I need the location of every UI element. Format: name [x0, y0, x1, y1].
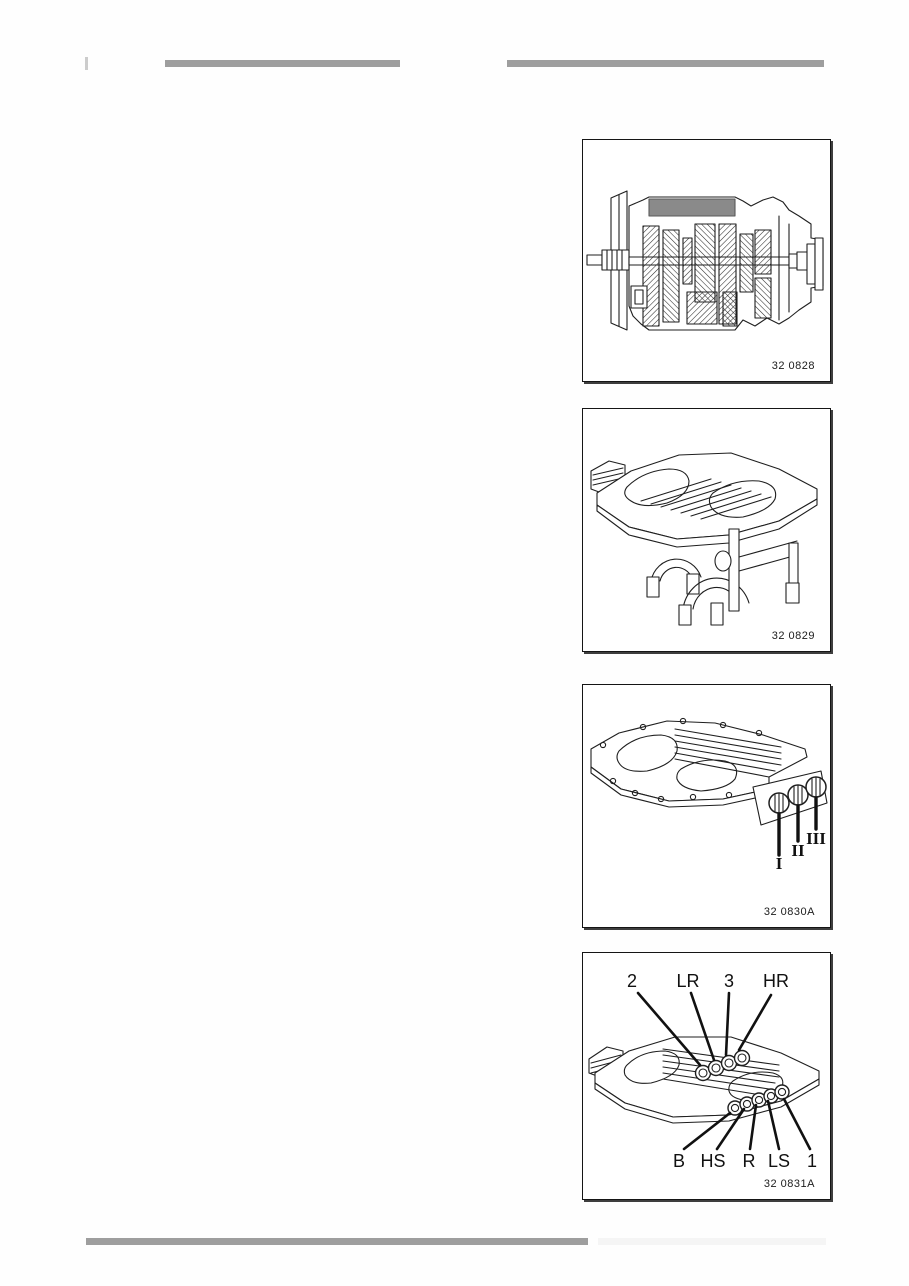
callout-B: B — [672, 1151, 686, 1171]
callout-R: R — [742, 1151, 756, 1171]
support-bracket — [739, 541, 799, 603]
connector-III — [806, 777, 826, 797]
footer-rule-faint — [598, 1238, 826, 1245]
callout-2: 2 — [626, 971, 638, 991]
figure-solenoid-identification — [582, 952, 831, 1200]
figure-shift-cover-with-forks — [582, 408, 831, 652]
connector-II — [788, 785, 808, 805]
callout-III: III — [806, 829, 826, 848]
callout-LS: LS — [767, 1151, 791, 1171]
callout-II: II — [791, 841, 805, 860]
figure-shift-cover-connectors — [582, 684, 831, 928]
connector-I — [769, 793, 789, 813]
transmission-cross-section-art — [583, 140, 830, 381]
callout-HS: HS — [700, 1151, 726, 1171]
figure-transmission-cross-section — [582, 139, 831, 382]
header-rule-right — [507, 60, 824, 67]
callout-LR: LR — [676, 971, 700, 991]
shift-cover-connectors-art — [583, 685, 830, 927]
figure-caption: 32 0829 — [771, 630, 815, 642]
callout-I: I — [775, 854, 783, 873]
shift-housing-highlight — [649, 199, 735, 216]
callout-1: 1 — [806, 1151, 818, 1171]
figure-caption: 32 0831A — [763, 1178, 815, 1190]
header-rule-left — [165, 60, 400, 67]
footer-rule — [86, 1238, 588, 1245]
shift-cover-forks-art — [583, 409, 830, 651]
callout-3: 3 — [723, 971, 735, 991]
header-edge-tick — [85, 57, 88, 70]
callout-HR: HR — [763, 971, 789, 991]
figure-caption: 32 0828 — [771, 360, 815, 372]
selector-fork-small — [647, 559, 701, 597]
figure-caption: 32 0830A — [763, 906, 815, 918]
solenoid-identification-art — [583, 953, 830, 1199]
input-shaft — [587, 255, 602, 265]
